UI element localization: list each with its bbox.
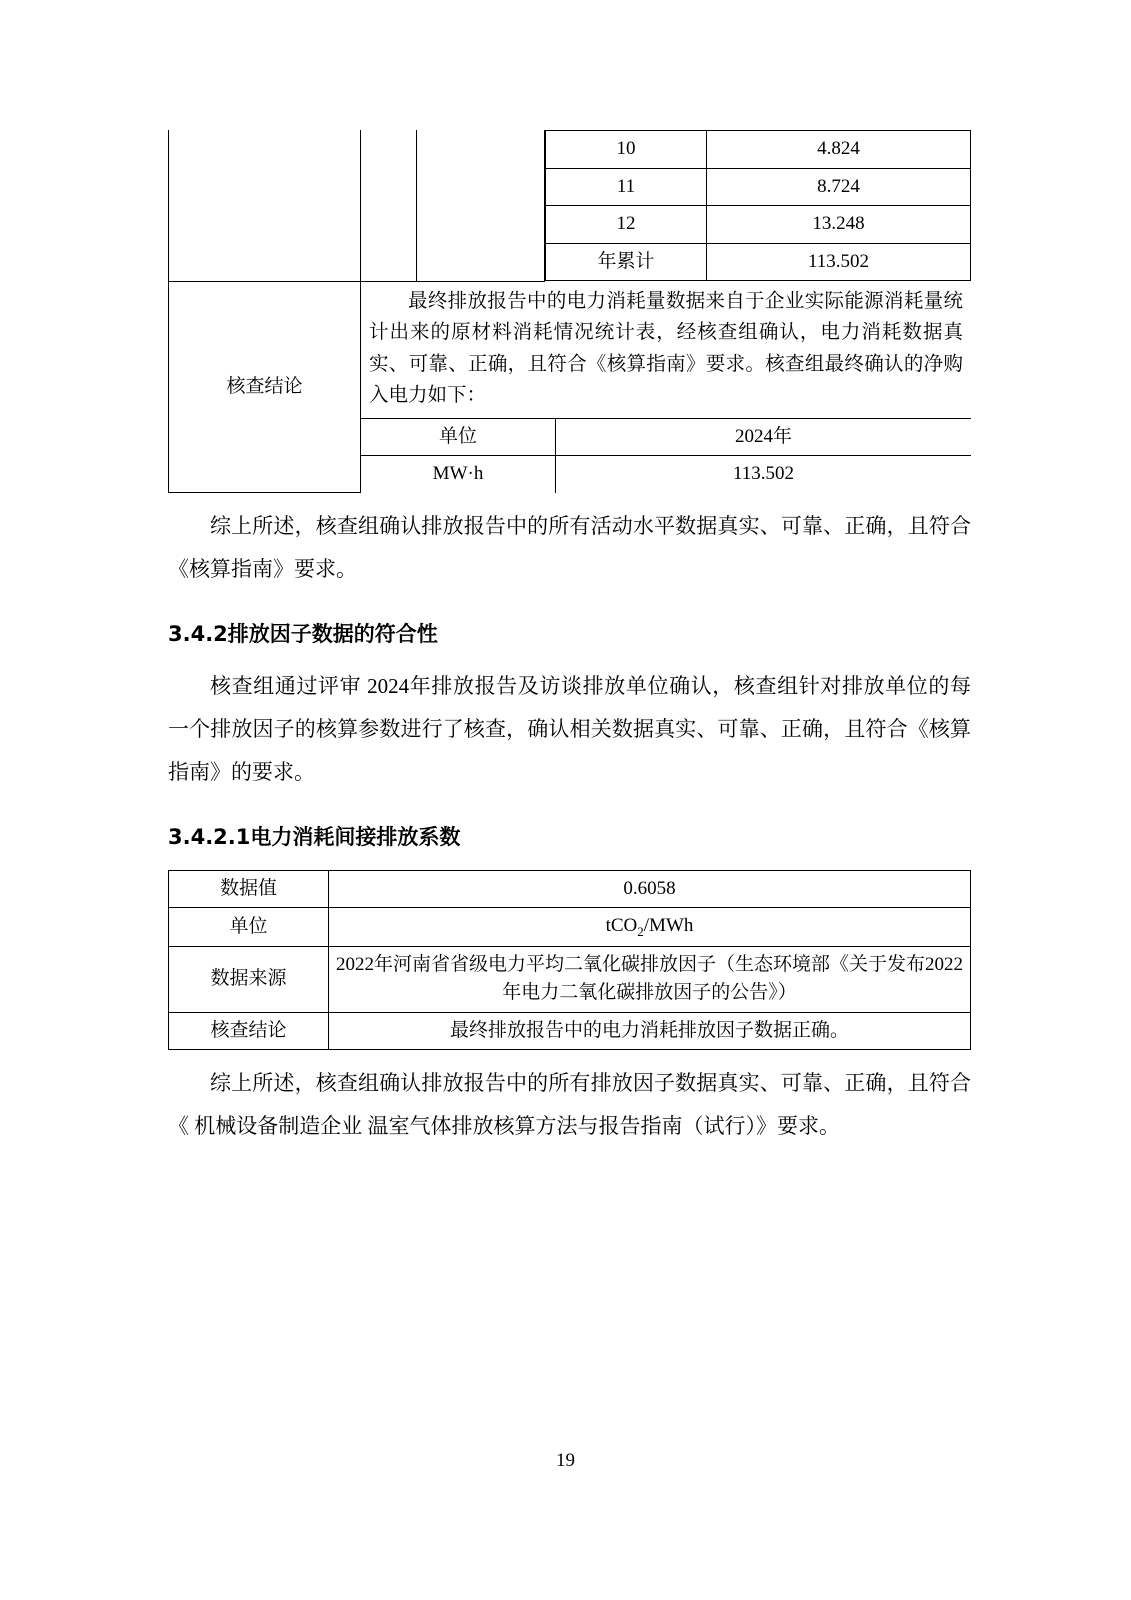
table-row [169, 946, 971, 1012]
net-purchased-electricity-table [361, 418, 971, 493]
month-cell: 10 [546, 131, 707, 169]
table-row [546, 168, 971, 206]
factor-value: 0.6058 [329, 870, 971, 908]
verification-conclusion-label: 核查结论 [169, 281, 361, 493]
month-cell: 年累计 [546, 243, 707, 281]
factor-label-conclusion: 核查结论 [169, 1012, 329, 1050]
value-cell: 4.824 [707, 131, 971, 169]
monthly-values-table [545, 130, 971, 281]
cell-blank-mid [417, 130, 545, 281]
verification-conclusion-text: 最终排放报告中的电力消耗量数据来自于企业实际能源消耗量统计出来的原材料消耗情况统计表，经核查组确认，电力消耗数据真实、可靠、正确，且符合《核算指南》要求。核查组最终确认的净购入电力如下： [369, 290, 963, 407]
factor-source-value: 2022年河南省省级电力平均二氧化碳排放因子（生态环境部《关于发布2022年电力二氧化碳排放因子的公告》） [329, 946, 971, 1012]
month-cell: 12 [546, 206, 707, 244]
table-row [169, 130, 972, 281]
monthly-subtable-holder [545, 130, 972, 281]
heading-3-4-2-1: 3.4.2.1电力消耗间接排放系数 [168, 825, 461, 850]
paragraph-activity-data-conclusion: 综上所述，核查组确认排放报告中的所有活动水平数据真实、可靠、正确，且符合《核算指南》要求。 [168, 514, 971, 582]
table-row [361, 456, 971, 493]
heading-3-4-2: 3.4.2排放因子数据的符合性 [168, 622, 438, 647]
emission-factor-table [168, 870, 971, 1050]
factor-label-source: 数据来源 [169, 946, 329, 1012]
table-row [546, 243, 971, 281]
factor-label-unit: 单位 [169, 908, 329, 946]
table-row [169, 1012, 971, 1050]
electricity-total-value: 113.502 [556, 456, 972, 493]
paragraph-factor-conclusion: 综上所述，核查组确认排放报告中的所有排放因子数据真实、可靠、正确，且符合《 机械设备制造企业 温室气体排放核算方法与报告指南（试行）》要求。 [168, 1071, 971, 1139]
table-row [546, 131, 971, 169]
table-row [546, 206, 971, 244]
cell-blank-narrow [361, 130, 417, 281]
factor-unit-value: tCO$_2$/MWh [329, 908, 971, 946]
value-cell: 13.248 [707, 206, 971, 244]
verification-conclusion-cell [361, 281, 972, 493]
unit-value: MW·h [361, 456, 556, 493]
unit-header: 单位 [361, 418, 556, 456]
paragraph-emission-factor-review: 核查组通过评审 2024年排放报告及访谈排放单位确认，核查组针对排放单位的每一个排放因子的核算参数进行了核查，确认相关数据真实、可靠、正确，且符合《核算指南》的要求。 [168, 674, 971, 785]
electricity-consumption-table [168, 130, 971, 493]
page-number: 19 [556, 1450, 575, 1471]
value-cell: 8.724 [707, 168, 971, 206]
table-row-conclusion [169, 281, 972, 493]
table-row [169, 908, 971, 946]
month-cell: 11 [546, 168, 707, 206]
factor-conclusion-value: 最终排放报告中的电力消耗排放因子数据正确。 [329, 1012, 971, 1050]
table-row [169, 870, 971, 908]
cell-blank-label [169, 130, 361, 281]
year-header: 2024年 [556, 418, 972, 456]
table-row [361, 418, 971, 456]
factor-label-value: 数据值 [169, 870, 329, 908]
value-cell: 113.502 [707, 243, 971, 281]
